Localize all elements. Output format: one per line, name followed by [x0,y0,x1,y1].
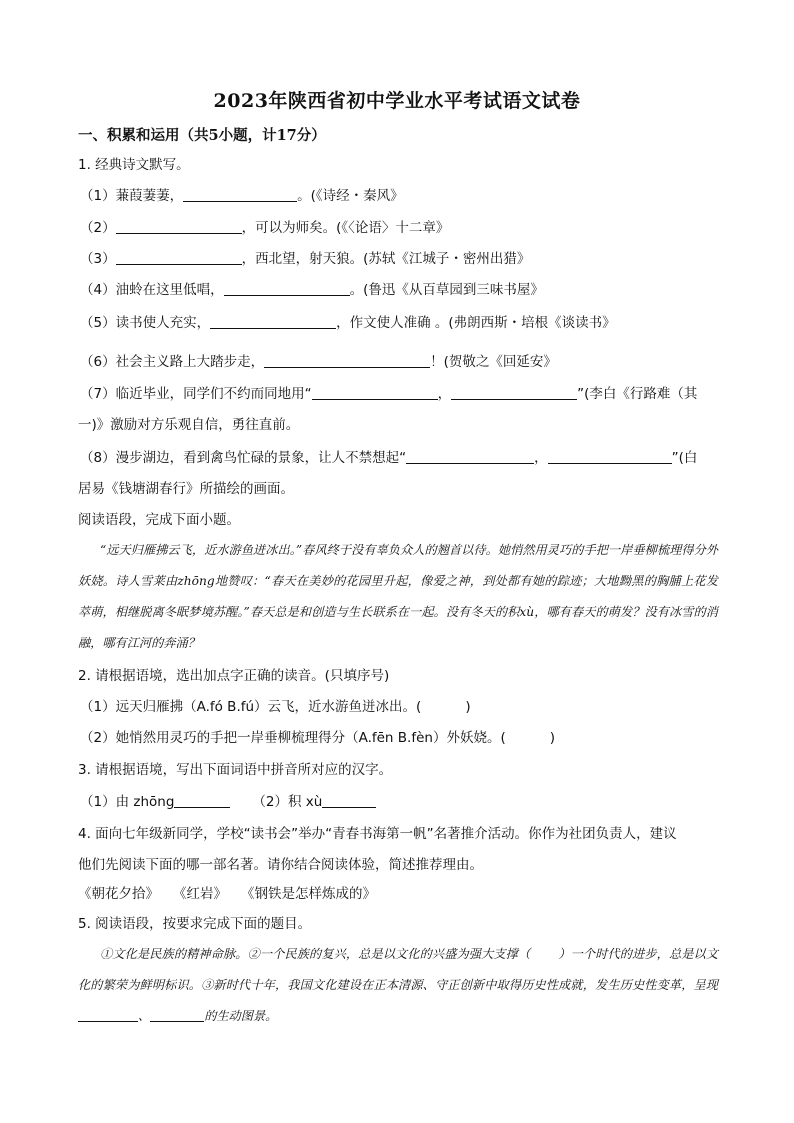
exam-title: 2023年陕西省初中学业水平考试语文试卷 [213,90,581,112]
answer-blank[interactable] [116,219,242,234]
answer-blank[interactable] [264,353,430,368]
q1-item-8: （8）漫步湖边，看到禽鸟忙碌的景象，让人不禁想起“ ， ”(白 [80,450,698,466]
q3-stem: 3. 请根据语境，写出下面词语中拼音所对应的汉字。 [78,762,393,778]
answer-blank[interactable] [116,250,242,265]
q3-items: （1）由 zhōng （2）积 xù [80,793,376,811]
book-3: 《钢铁是怎样炼成的》 [241,886,376,902]
q4-line-2: 他们先阅读下面的哪一部名著。请你结合阅读体验，简述推荐理由。 [78,857,483,873]
answer-blank[interactable] [183,187,297,202]
q1-item-3: （3） ，西北望，射天狼。(苏轼《江城子・密州出猎》 [80,251,531,267]
answer-blank[interactable] [548,449,672,464]
q1-stem: 1. 经典诗文默写。 [78,157,190,173]
answer-blank[interactable] [224,281,350,296]
answer-blank[interactable] [174,793,230,808]
answer-blank[interactable] [451,385,577,400]
q1-item-1: （1）蒹葭萋萋， 。(《诗经・秦风》 [80,188,404,204]
q5-passage: ①文化是民族的精神命脉。②一个民族的复兴，总是以文化的兴盛为强大支撑（ ）一个时代的进步，总是以文化的繁荣为鲜明标识。③新时代十年，我国文化建设在正本清源、守正创新中取得历史性成就，发生历史性变革，呈现、 的生动图景。 [78,947,719,1023]
book-2: 《红岩》 [173,886,227,902]
answer-blank[interactable] [406,449,534,464]
answer-blank[interactable] [78,1010,138,1022]
reading-intro: 阅读语段，完成下面小题。 [78,512,240,528]
q1-item-4: （4）油蛉在这里低唱， 。(鲁迅《从百草园到三味书屋》 [80,282,544,298]
q5-stem: 5. 阅读语段，按要求完成下面的题目。 [78,916,312,932]
q4-line-1: 4. 面向七年级新同学，学校“读书会”举办“青春书海第一帆”名著推介活动。你作为社团负责人，建议 [78,826,677,842]
q2-item-1: （1）远天归雁拂（A.fó B.fú）云飞，近水游鱼迸冰出。( ) [80,699,471,715]
answer-blank[interactable] [312,385,438,400]
q1-item-7: （7）临近毕业，同学们不约而同地用“ ， ”(李白《行路难（其 [80,386,698,402]
q1-item-7-cont: 一)》激励对方乐观自信，勇往直前。 [78,417,300,433]
section-heading: 一、积累和运用（共5小题，计17分） [78,127,326,144]
q4-books [78,885,376,903]
answer-blank[interactable] [210,314,336,329]
q2-item-2: （2）她悄然用灵巧的手把一岸垂柳梳理得分（A.fēn B.fèn）外妖娆。( ) [80,730,555,746]
q1-item-2: （2） ，可以为师矣。(《〈论语〉十二章》 [80,220,450,236]
book-1: 《朝花夕拾》 [78,886,159,902]
reading-passage: “远天归雁拂云飞，近水游鱼迸冰出。”春风终于没有辜负众人的翘首以待。她悄然用灵巧的手把一岸垂柳梳理得分外妖娆。诗人雪莱由zhōng地赞叹：“春天在美妙的花园里升起，像爱之神，到处都有她的踪迹；大地黝黑的胸脯上花发萃萌，相继脱离冬眠梦境苏醒。”春天总是和创造与生长联系在一起。没有冬天的积xù，哪有春天的萌发？没有冰雪的消融，哪有江河的奔涌？ [78,543,718,650]
q2-stem: 2. 请根据语境，选出加点字正确的读音。(只填序号) [78,668,390,684]
q1-item-8-cont: 居易《钱塘湖春行》所描绘的画面。 [78,481,294,497]
answer-blank[interactable] [150,1010,204,1022]
q1-item-6: （6）社会主义路上大踏步走， ！(贺敬之《回延安》 [80,354,557,370]
answer-blank[interactable] [322,793,376,808]
q1-item-5: （5）读书使人充实， ，作文使人准确 。(弗朗西斯・培根《谈读书》 [80,315,616,331]
